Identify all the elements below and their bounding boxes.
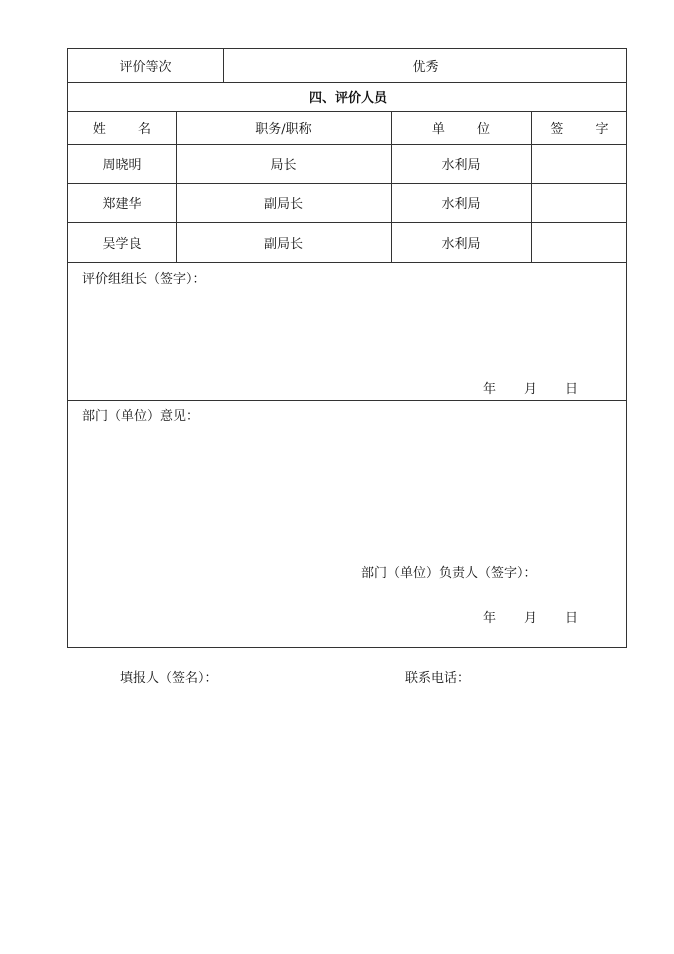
table-row-3-unit: 水利局 <box>441 236 481 252</box>
dept-signer-label: 部门（单位）负责人（签字）： <box>361 566 537 581</box>
leader-date-year: 年 <box>483 382 497 397</box>
dept-date-month: 月 <box>524 611 538 626</box>
evaluation-form <box>67 48 627 648</box>
table-row-1-signature[interactable] <box>531 144 628 183</box>
header-signature: 签 字 <box>550 122 623 137</box>
table-row-1-title: 局长 <box>270 158 297 173</box>
grade-value: 优秀 <box>412 60 439 75</box>
table-row-2-name: 郑建华 <box>102 197 142 212</box>
filler-label: 填报人（签名）： <box>120 671 218 686</box>
header-title: 职务/职称 <box>255 122 312 137</box>
section-title: 四、评价人员 <box>308 91 387 106</box>
table-row-1-unit: 水利局 <box>441 158 481 173</box>
grade-label: 评价等次 <box>119 60 172 75</box>
table-row-2-signature[interactable] <box>531 183 628 222</box>
phone-label: 联系电话： <box>405 671 471 686</box>
leader-signature-label: 评价组组长（签字）： <box>82 272 206 287</box>
dept-date-day: 日 <box>565 611 579 626</box>
table-row-3-name: 吴学良 <box>102 236 142 252</box>
table-row-1-name: 周晓明 <box>102 158 142 173</box>
table-row-2-unit: 水利局 <box>441 197 481 212</box>
table-row-3-title: 副局长 <box>263 236 303 252</box>
table-row-2-title: 副局长 <box>263 197 303 212</box>
dept-date-year: 年 <box>483 611 497 626</box>
dept-opinion-label: 部门（单位）意见： <box>82 409 200 424</box>
table-row-3-signature[interactable] <box>531 222 628 262</box>
leader-date-day: 日 <box>565 382 579 397</box>
header-unit: 单 位 <box>431 122 505 137</box>
leader-date-month: 月 <box>524 382 538 397</box>
header-name: 姓 名 <box>92 122 166 137</box>
